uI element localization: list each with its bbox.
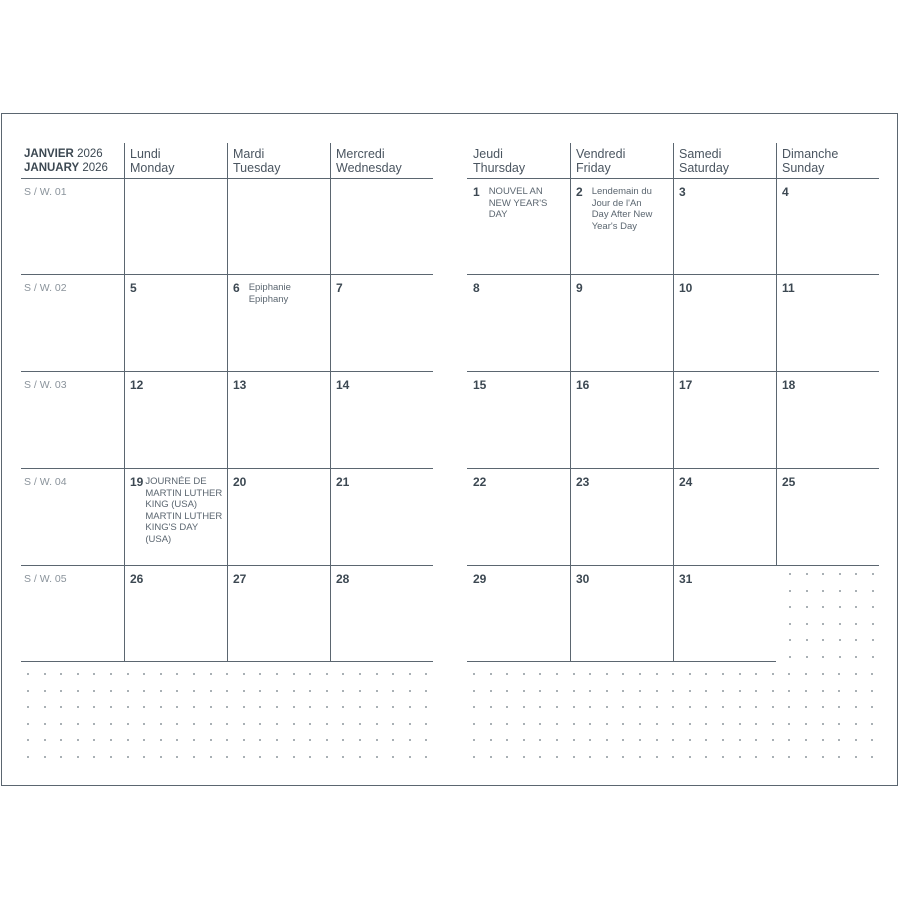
note-dot [77, 756, 79, 758]
day-cell[interactable] [576, 378, 669, 392]
note-dot [606, 690, 608, 692]
note-dot [822, 673, 824, 675]
note-dot [606, 723, 608, 725]
note-dot [789, 573, 791, 575]
day-name-fr: Mercredi [336, 147, 385, 161]
grid-column-line [227, 143, 228, 661]
note-dot [293, 690, 295, 692]
note-dot [276, 673, 278, 675]
day-cell[interactable] [233, 475, 326, 489]
holiday-note: NOUVEL AN NEW YEAR'S DAY [488, 186, 548, 220]
month-name-en: JANUARY [24, 162, 80, 174]
note-dot [805, 673, 807, 675]
note-dot [573, 756, 575, 758]
week-label: S / W. 03 [24, 379, 67, 391]
note-dot [739, 706, 741, 708]
note-dot [822, 723, 824, 725]
note-dot [656, 673, 658, 675]
day-cell[interactable] [473, 281, 566, 295]
day-cell[interactable] [782, 475, 875, 489]
month-title [24, 147, 108, 175]
day-cell[interactable] [233, 572, 326, 586]
note-dot [689, 673, 691, 675]
day-cell[interactable] [679, 185, 772, 199]
day-cell[interactable] [782, 185, 875, 199]
note-dot [523, 723, 525, 725]
day-cell[interactable] [473, 378, 566, 392]
day-cell[interactable] [679, 475, 772, 489]
day-number: 16 [576, 378, 590, 392]
note-dot [838, 690, 840, 692]
note-dot [326, 756, 328, 758]
day-cell[interactable] [130, 475, 223, 545]
note-dot [276, 690, 278, 692]
note-dot [639, 690, 641, 692]
day-number: 21 [336, 475, 350, 489]
day-cell[interactable] [576, 475, 669, 489]
note-dot [110, 673, 112, 675]
note-dot [822, 756, 824, 758]
day-header-tuesday [233, 147, 280, 175]
note-dot [722, 756, 724, 758]
note-dot [490, 690, 492, 692]
month-year-en: 2026 [82, 162, 108, 174]
day-number: 12 [130, 378, 144, 392]
note-dot [806, 656, 808, 658]
day-cell[interactable] [473, 475, 566, 489]
note-dot [739, 673, 741, 675]
note-dot [127, 706, 129, 708]
note-dot [473, 756, 475, 758]
note-dot [656, 723, 658, 725]
day-header-saturday [679, 147, 729, 175]
note-dot [243, 756, 245, 758]
note-dot [293, 723, 295, 725]
note-dot [805, 723, 807, 725]
note-dot [376, 723, 378, 725]
note-dot [772, 756, 774, 758]
day-number: 8 [473, 281, 480, 295]
note-dot [376, 756, 378, 758]
day-name-fr: Samedi [679, 147, 722, 161]
day-name-en: Saturday [679, 161, 730, 175]
note-dot [573, 673, 575, 675]
day-number: 5 [130, 281, 137, 295]
note-dot [110, 690, 112, 692]
planner-page-frame [1, 113, 898, 786]
note-dot [60, 690, 62, 692]
note-dot [506, 690, 508, 692]
note-dot [806, 606, 808, 608]
day-number: 31 [679, 572, 693, 586]
day-cell[interactable] [233, 378, 326, 392]
day-number: 2 [576, 185, 583, 199]
note-dot [359, 673, 361, 675]
day-number: 18 [782, 378, 796, 392]
note-dot [689, 690, 691, 692]
note-dot [855, 673, 857, 675]
note-dot [639, 756, 641, 758]
note-dot [656, 756, 658, 758]
note-dot [855, 723, 857, 725]
week-label: S / W. 05 [24, 573, 67, 585]
grid-column-line [570, 143, 571, 661]
note-dot [293, 706, 295, 708]
holiday-note: Lendemain du Jour de l'An Day After New Year's Day [591, 186, 653, 232]
note-dot [110, 756, 112, 758]
note-dot [822, 690, 824, 692]
day-number: 13 [233, 378, 247, 392]
note-dot [639, 673, 641, 675]
month-year-fr: 2026 [77, 148, 103, 160]
day-number: 22 [473, 475, 487, 489]
day-number: 20 [233, 475, 247, 489]
note-dot [276, 756, 278, 758]
day-name-fr: Jeudi [473, 147, 503, 161]
note-dot [77, 723, 79, 725]
day-cell[interactable] [336, 378, 429, 392]
note-dot [27, 690, 29, 692]
holiday-note: Epiphanie Epiphany [248, 282, 291, 305]
note-dot [556, 690, 558, 692]
day-number: 24 [679, 475, 693, 489]
note-dot [376, 673, 378, 675]
day-name-en: Friday [576, 161, 611, 175]
day-number: 17 [679, 378, 693, 392]
day-header-thursday [473, 147, 525, 175]
note-dot [127, 756, 129, 758]
note-dot [789, 590, 791, 592]
note-dot [639, 723, 641, 725]
holiday-note: JOURNÉE DE MARTIN LUTHER KING (USA) MARTIN LUTHER KING'S DAY (USA) [145, 476, 223, 545]
grid-column-line [124, 143, 125, 661]
note-dot [409, 723, 411, 725]
day-number: 14 [336, 378, 350, 392]
note-dot [276, 723, 278, 725]
note-dot [806, 590, 808, 592]
day-cell[interactable] [576, 572, 669, 586]
note-dot [656, 706, 658, 708]
day-name-en: Wednesday [336, 161, 402, 175]
day-name-fr: Vendredi [576, 147, 626, 161]
note-dot [490, 673, 492, 675]
note-dot [210, 690, 212, 692]
day-header-monday [130, 147, 174, 175]
note-dot [473, 673, 475, 675]
note-dot [409, 756, 411, 758]
note-dot [326, 673, 328, 675]
note-dot [473, 723, 475, 725]
note-dot [573, 723, 575, 725]
note-dot [193, 690, 195, 692]
note-dot [872, 590, 874, 592]
day-number: 7 [336, 281, 343, 295]
day-number: 15 [473, 378, 487, 392]
note-dot [689, 723, 691, 725]
note-dot [855, 756, 857, 758]
note-dot [556, 756, 558, 758]
day-cell[interactable] [679, 378, 772, 392]
note-dot [672, 690, 674, 692]
note-dot [44, 756, 46, 758]
day-number: 23 [576, 475, 590, 489]
day-cell[interactable] [679, 572, 772, 586]
note-dot [160, 756, 162, 758]
week-label: S / W. 04 [24, 476, 67, 488]
note-dot [839, 590, 841, 592]
note-dot [27, 673, 29, 675]
note-dot [523, 690, 525, 692]
note-dot [293, 673, 295, 675]
note-dot [772, 690, 774, 692]
note-dot [392, 690, 394, 692]
note-dot [210, 756, 212, 758]
day-name-en: Sunday [782, 161, 825, 175]
note-dot [193, 673, 195, 675]
day-cell[interactable] [336, 281, 429, 295]
note-dot [226, 690, 228, 692]
grid-column-line [776, 143, 777, 565]
note-dot [523, 673, 525, 675]
note-dot [606, 673, 608, 675]
note-dot [243, 723, 245, 725]
note-dot [243, 690, 245, 692]
day-name-fr: Lundi [130, 147, 161, 161]
day-number: 1 [473, 185, 480, 199]
note-dot [77, 690, 79, 692]
note-dot [806, 623, 808, 625]
day-name-fr: Dimanche [782, 147, 839, 161]
note-dot [44, 723, 46, 725]
note-dot [606, 756, 608, 758]
day-cell[interactable] [130, 572, 223, 586]
note-dot [855, 690, 857, 692]
note-dot [193, 756, 195, 758]
day-cell[interactable] [576, 185, 669, 232]
note-dot [523, 756, 525, 758]
day-number: 11 [782, 281, 795, 295]
note-dot [44, 673, 46, 675]
note-dot [409, 690, 411, 692]
note-dot [839, 573, 841, 575]
note-dot [556, 673, 558, 675]
note-dot [689, 756, 691, 758]
day-number: 28 [336, 572, 350, 586]
note-dot [490, 756, 492, 758]
day-number: 3 [679, 185, 686, 199]
day-cell[interactable] [782, 378, 875, 392]
note-dot [359, 690, 361, 692]
note-dot [839, 656, 841, 658]
day-cell[interactable] [473, 185, 566, 221]
note-dot [127, 723, 129, 725]
note-dot [210, 723, 212, 725]
note-dot [127, 690, 129, 692]
day-name-en: Monday [130, 161, 175, 175]
note-dot [376, 690, 378, 692]
note-dot [772, 673, 774, 675]
note-dot [326, 723, 328, 725]
note-dot [755, 690, 757, 692]
note-dot [805, 690, 807, 692]
note-dot [573, 690, 575, 692]
note-dot [376, 706, 378, 708]
grid-line-left [21, 661, 433, 662]
note-dot [872, 573, 874, 575]
note-dot [44, 690, 46, 692]
day-name-en: Tuesday [233, 161, 281, 175]
note-dot [27, 756, 29, 758]
note-dot [822, 706, 824, 708]
note-dot [110, 723, 112, 725]
note-dot [293, 756, 295, 758]
note-dot [359, 723, 361, 725]
grid-column-line [673, 143, 674, 661]
note-dot [473, 690, 475, 692]
note-dot [409, 673, 411, 675]
note-dot [210, 673, 212, 675]
grid-line-right [467, 661, 776, 662]
note-dot [656, 690, 658, 692]
week-label: S / W. 01 [24, 186, 67, 198]
day-number: 6 [233, 281, 240, 295]
note-dot [722, 690, 724, 692]
note-dot [27, 723, 29, 725]
day-cell[interactable] [782, 281, 875, 295]
note-dot [490, 706, 492, 708]
day-header-sunday [782, 147, 838, 175]
day-cell[interactable] [233, 281, 326, 305]
note-dot [556, 723, 558, 725]
note-dot [805, 756, 807, 758]
day-number: 4 [782, 185, 789, 199]
note-dot [839, 623, 841, 625]
day-cell[interactable] [473, 572, 566, 586]
note-dot [160, 673, 162, 675]
month-name-fr: JANVIER [24, 148, 74, 160]
day-header-friday [576, 147, 625, 175]
day-number: 26 [130, 572, 144, 586]
note-dot [309, 690, 311, 692]
day-cell[interactable] [130, 378, 223, 392]
day-cell[interactable] [130, 281, 223, 295]
note-dot [573, 706, 575, 708]
note-dot [193, 723, 195, 725]
day-number: 29 [473, 572, 487, 586]
week-label: S / W. 02 [24, 282, 67, 294]
day-name-en: Thursday [473, 161, 526, 175]
day-name-fr: Mardi [233, 147, 265, 161]
day-number: 30 [576, 572, 590, 586]
grid-column-line [330, 143, 331, 661]
day-number: 25 [782, 475, 796, 489]
note-dot [44, 706, 46, 708]
note-dot [739, 690, 741, 692]
note-dot [739, 756, 741, 758]
note-dot [326, 690, 328, 692]
note-dot [160, 690, 162, 692]
note-dot [127, 673, 129, 675]
day-cell[interactable] [679, 281, 772, 295]
note-dot [589, 690, 591, 692]
note-dot [739, 723, 741, 725]
note-dot [359, 756, 361, 758]
day-number: 10 [679, 281, 693, 295]
day-number: 9 [576, 281, 583, 295]
note-dot [160, 723, 162, 725]
note-dot [143, 690, 145, 692]
note-dot [872, 656, 874, 658]
note-dot [822, 590, 824, 592]
note-dot [243, 673, 245, 675]
day-cell[interactable] [336, 572, 429, 586]
note-dot [722, 723, 724, 725]
note-dot [490, 723, 492, 725]
day-header-wednesday [336, 147, 402, 175]
note-dot [77, 673, 79, 675]
note-dot [872, 623, 874, 625]
note-dot [806, 573, 808, 575]
day-cell[interactable] [336, 475, 429, 489]
day-number: 19 [130, 475, 144, 489]
note-dot [210, 706, 212, 708]
day-cell[interactable] [576, 281, 669, 295]
note-dot [789, 656, 791, 658]
note-dot [722, 673, 724, 675]
day-number: 27 [233, 572, 247, 586]
note-dot [772, 723, 774, 725]
note-dot [789, 623, 791, 625]
